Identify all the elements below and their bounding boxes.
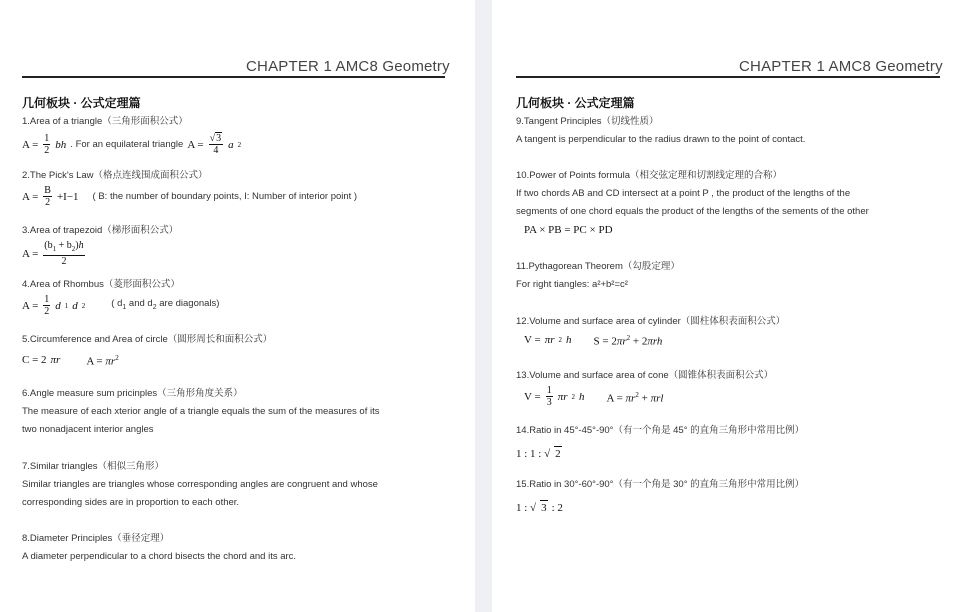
item-title: 15.Ratio in 30°-60°-90°（有一个角是 30° 的直角三角形中常用比例） [516, 479, 805, 490]
formula-item-2 [22, 167, 357, 208]
power-of-point-formula: PA × PB = PC × PD [524, 224, 613, 236]
ratio-30-formula: 1 : √ 3 : 2 [516, 501, 563, 514]
item-title: 5.Circumference and Area of circle（圆形周长和面积公式） [22, 334, 273, 345]
formula-note: ( $d_1$ and $d_2$ are diagonals) [111, 297, 220, 311]
triangle-area-formula: A = $\frac{1}{2}$ bh . For an equilateral triangle A = $\frac{√3}{4}$ a 2 [22, 133, 242, 156]
formula-note: . For an equilateral triangle [70, 138, 184, 150]
item-title: 13.Volume and surface area of cone（圆锥体积表面积公式） [516, 370, 774, 381]
right-page [492, 0, 963, 612]
item-title: 9.Tangent Principles（切线性质） [516, 116, 659, 127]
section-title: 几何板块 · 公式定理篇 [22, 96, 141, 110]
cone-formulas: V = $\frac{1}{3}$ πr 2 h $A = \pi r^2 + \pi rl$ [524, 385, 664, 408]
ratio-45-formula: 1 : 1 : √ 2 [516, 447, 561, 460]
formula-note: ( B: the number of boundary points, I: Number of interior point ) [92, 190, 358, 202]
formula-item-13 [516, 367, 773, 408]
formula-item-15 [516, 476, 804, 515]
item-title: 14.Ratio in 45°-45°-90°（有一个角是 45° 的直角三角形中常用比例） [516, 425, 805, 436]
formula-item-12 [516, 313, 785, 349]
circle-formulas: C = 2 πr $A = \pi r^2$ [22, 353, 119, 368]
formula-item-7 [22, 458, 378, 512]
item-desc-line: The measure of each xterior angle of a triangle equals the sum of the measures of its [22, 406, 380, 417]
item-desc-line: two nonadjacent interior angles [22, 424, 154, 435]
formula-item-14 [516, 422, 804, 461]
page-header: CHAPTER 1 AMC8 Geometry [739, 58, 943, 75]
cylinder-formulas: V = πr 2 h $S = 2\pi r^2 + 2\pi rh$ [524, 333, 663, 348]
item-title: 7.Similar triangles（相似三角形） [22, 461, 164, 472]
formula-item-9 [516, 113, 805, 149]
item-title: 6.Angle measure sum pricinples（三角形角度关系） [22, 388, 243, 399]
item-title: 4.Area of Rhombus（菱形面积公式） [22, 279, 180, 290]
formula-item-8 [22, 530, 296, 566]
item-desc-line: A tangent is perpendicular to the radius drawn to the point of contact. [516, 134, 806, 145]
item-title: 10.Power of Points formula（相交弦定理和切割线定理的合称） [516, 170, 783, 181]
item-title: 11.Pythagorean Theorem（勾股定理） [516, 261, 680, 272]
header-rule [516, 76, 940, 78]
header-rule [22, 76, 445, 78]
formula-item-6 [22, 385, 380, 439]
item-title: 1.Area of a triangle（三角形面积公式） [22, 116, 188, 127]
item-desc-line: A diameter perpendicular to a chord bisects the chord and its arc. [22, 551, 297, 562]
formula-item-3 [22, 222, 178, 267]
formula-item-11 [516, 258, 680, 294]
left-page [0, 0, 475, 612]
item-desc-line: segments of one chord equals the product of the lengths of the sements of the other [516, 206, 869, 217]
item-desc-line: corresponding sides are in proportion to each other. [22, 497, 240, 508]
picks-law-formula: A = $\frac{B}{2}$ +I−1 ( B: the number of boundary points, I: Number of interior point ) [22, 185, 358, 208]
formula-item-5 [22, 331, 272, 369]
page-header: CHAPTER 1 AMC8 Geometry [246, 58, 450, 75]
formula-item-10 [516, 167, 869, 237]
item-title: 12.Volume and surface area of cylinder（圆柱体积表面积公式） [516, 316, 786, 327]
item-title: 2.The Pick's Law（格点连线围成面积公式） [22, 170, 208, 181]
item-title: 8.Diameter Principles（垂径定理） [22, 533, 170, 544]
item-desc-line: For right tiangles: a²+b²=c² [516, 279, 628, 290]
trapezoid-area-formula: A = $\frac{(b_1 + b_2)h}{2}$ [22, 240, 84, 267]
item-desc-line: Similar triangles are triangles whose corresponding angles are congruent and whose [22, 479, 378, 490]
rhombus-area-formula: A = $\frac{1}{2}$ d 1 d 2 ( $d_1$ and $d_2$ are diagonals) [22, 294, 220, 317]
item-title: 3.Area of trapezoid（梯形面积公式） [22, 225, 179, 236]
formula-item-4 [22, 276, 219, 317]
formula-item-1 [22, 113, 241, 156]
item-desc-line: If two chords AB and CD intersect at a point P , the product of the lengths of the [516, 188, 851, 199]
section-title: 几何板块 · 公式定理篇 [516, 96, 635, 110]
